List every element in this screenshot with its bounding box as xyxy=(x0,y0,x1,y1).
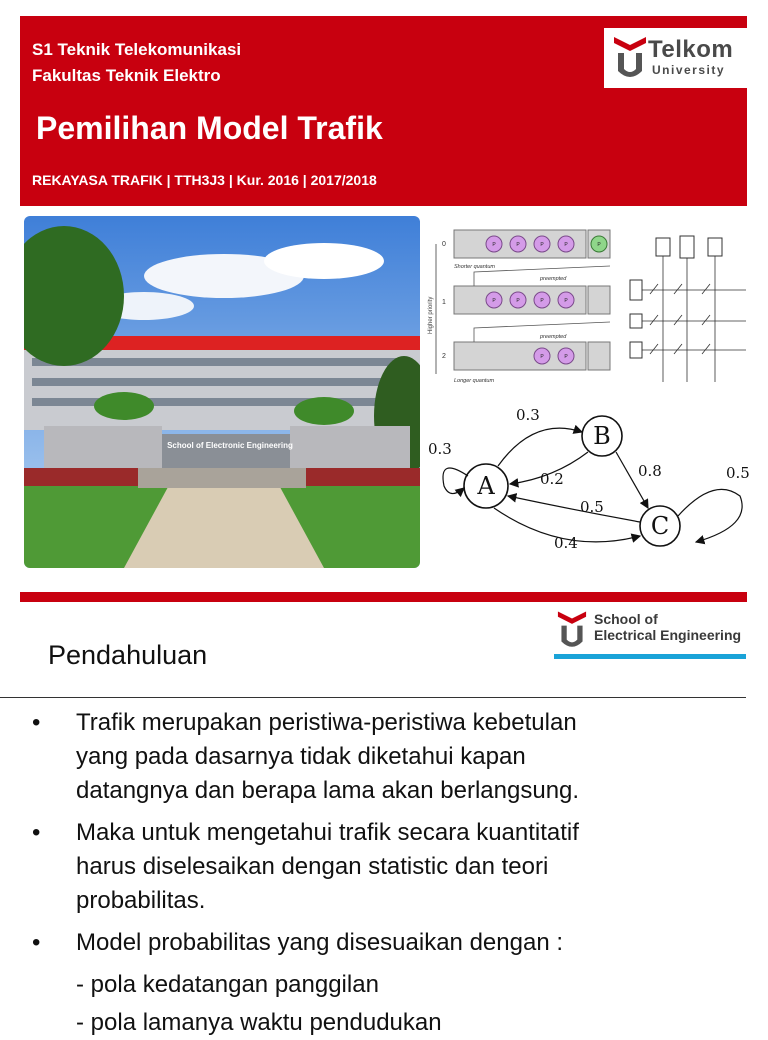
telkom-university-logo xyxy=(604,28,747,88)
school-logo-underline xyxy=(554,654,746,659)
process-label: P xyxy=(564,242,568,248)
telkom-logo-icon xyxy=(610,33,650,83)
section-title: Pendahuluan xyxy=(48,640,208,670)
top-red-bar xyxy=(20,16,747,28)
logo-brand-text: Telkom xyxy=(648,36,734,63)
queue-label: preempted xyxy=(540,276,567,282)
process-label: P xyxy=(564,354,568,360)
edge-b-c xyxy=(616,452,648,508)
department-line-1: S1 Teknik Telekomunikasi xyxy=(32,40,242,59)
level-0: 0 xyxy=(442,241,446,248)
edge-label: 0.5 xyxy=(580,498,604,516)
process-label: P xyxy=(564,298,568,304)
queue-label: Longer quantum xyxy=(454,378,495,384)
process-label: P xyxy=(516,242,520,248)
bullet-glyph: • xyxy=(32,709,41,736)
bullet-line: Model probabilitas yang disesuaikan dengan : xyxy=(76,929,563,956)
node-label-b: B xyxy=(593,422,611,450)
edge-label: 0.5 xyxy=(726,464,750,482)
queue-axis-label: Higher priority xyxy=(428,296,434,334)
course-info: REKAYASA TRAFIK | TTH3J3 | Kur. 2016 | 2017/2018 xyxy=(32,172,377,188)
process-label: P xyxy=(492,242,496,248)
edge-a-b xyxy=(498,428,582,466)
markov-chain-diagram xyxy=(424,396,764,562)
bullet-line: Maka untuk mengetahui trafik secara kuantitatif xyxy=(76,819,579,846)
edge-label: 0.3 xyxy=(516,406,540,424)
school-logo-line1: School of xyxy=(594,611,658,627)
level-2: 2 xyxy=(442,353,446,360)
bullet-glyph: • xyxy=(32,929,41,956)
edge-label: 0.3 xyxy=(428,440,452,458)
section-separator xyxy=(0,697,746,698)
process-label: P xyxy=(492,298,496,304)
sub-item: - pola lamanya waktu pendudukan xyxy=(76,1009,442,1036)
process-label: P xyxy=(597,242,601,248)
process-label: P xyxy=(540,242,544,248)
school-of-electrical-engineering-logo xyxy=(552,606,748,662)
photo-sign-text: School of Electronic Engineering xyxy=(167,441,293,450)
node-label-c: C xyxy=(650,512,670,540)
queue-label: Shorter quantum xyxy=(454,264,495,270)
edge-label: 0.2 xyxy=(540,470,564,488)
bullet-line: yang pada dasarnya tidak diketahui kapan xyxy=(76,743,526,770)
queue-label: preempted xyxy=(540,334,567,340)
bullet-line: datangnya dan berapa lama akan berlangsung. xyxy=(76,777,580,804)
bullet-line: Trafik merupakan peristiwa-peristiwa kebetulan xyxy=(76,709,577,736)
edge-label: 0.8 xyxy=(638,462,662,480)
logo-sub-text: University xyxy=(652,63,726,77)
department-line-2: Fakultas Teknik Elektro xyxy=(32,66,221,85)
bullet-line: probabilitas. xyxy=(76,887,206,914)
process-label: P xyxy=(540,354,544,360)
bullet-glyph: • xyxy=(32,819,41,846)
multilevel-queue-diagram xyxy=(424,224,746,392)
slide-title: Pemilihan Model Trafik xyxy=(36,110,383,146)
edge-c-a xyxy=(508,496,640,522)
edge-label: 0.4 xyxy=(554,534,578,552)
sub-item: - pola kedatangan panggilan xyxy=(76,971,379,998)
school-logo-line2: Electrical Engineering xyxy=(594,627,742,643)
campus-photo xyxy=(24,216,420,568)
slide-divider-bar xyxy=(20,592,747,602)
school-logo-icon xyxy=(554,608,590,652)
process-label: P xyxy=(516,298,520,304)
bullet-line: harus diselesaikan dengan statistic dan teori xyxy=(76,853,549,880)
node-label-a: A xyxy=(477,472,495,500)
process-label: P xyxy=(540,298,544,304)
level-1: 1 xyxy=(442,299,446,306)
edge-c-self xyxy=(678,489,742,542)
